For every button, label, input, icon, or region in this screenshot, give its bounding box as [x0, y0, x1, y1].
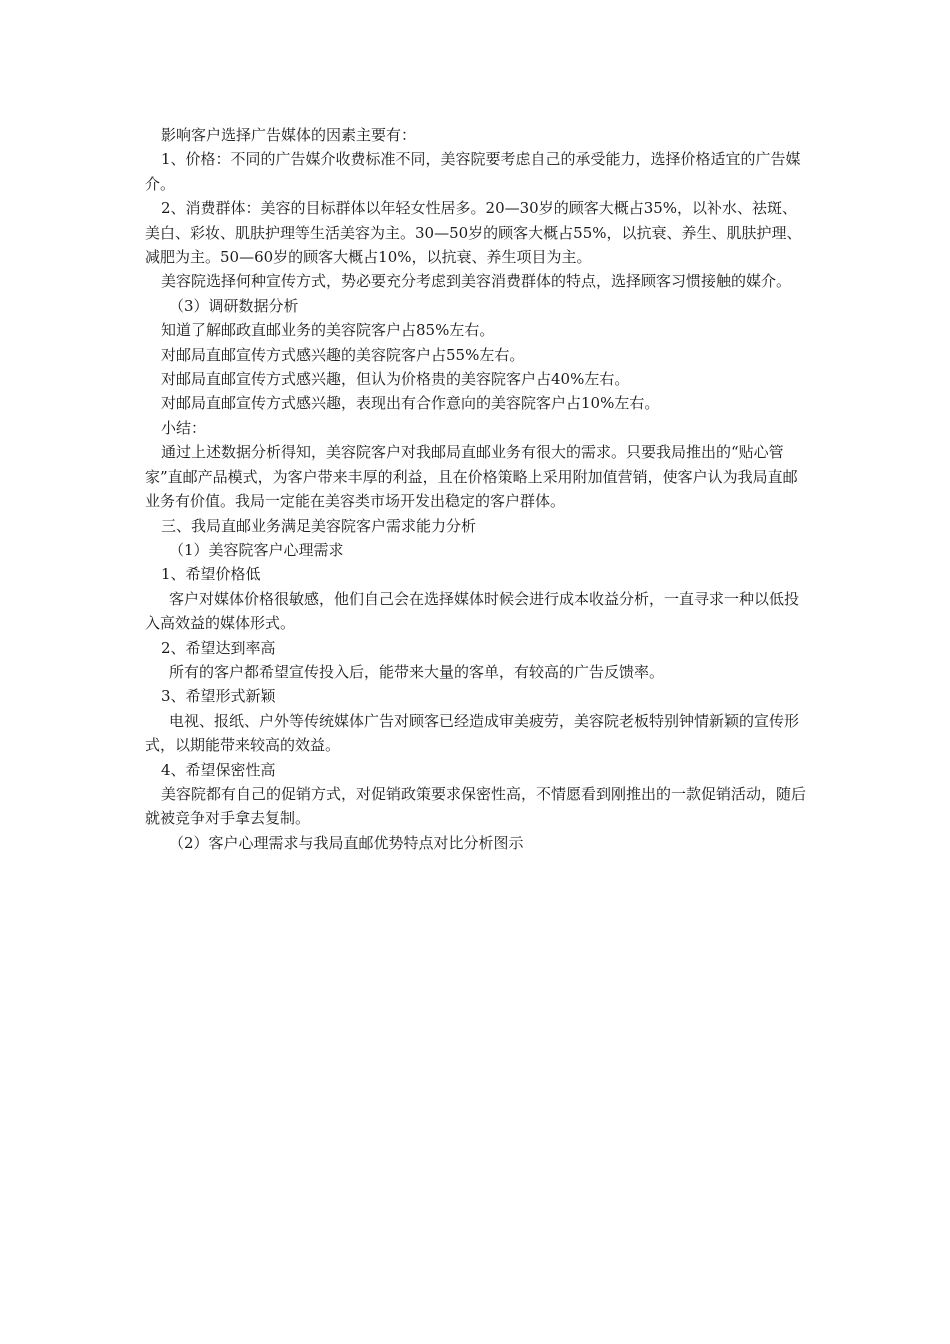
paragraph: 所有的客户都希望宣传投入后，能带来大量的客单，有较高的广告反馈率。: [169, 662, 665, 681]
section-heading: 三、我局直邮业务满足美容院客户需求能力分析: [161, 516, 477, 535]
paragraph: 2、消费群体：美容的目标群体以年轻女性居多。20—30岁的顾客大概占35%，以补水、祛斑、美白、彩妆、肌肤护理等生活美容为主。30—50岁的顾客大概占55%，以抗衰、养生、肌肤护理、减肥为主。50—60岁的顾客大概占10%，以抗衰、养生项目为主。: [145, 199, 802, 267]
list-item-heading: 4、希望保密性高: [161, 760, 276, 779]
list-item-heading: 1、希望价格低: [161, 565, 261, 584]
paragraph: 影响客户选择广告媒体的因素主要有：: [161, 126, 417, 144]
paragraph: 美容院都有自己的促销方式，对促销政策要求保密性高，不情愿看到刚推出的一款促销活动，随后就被竞争对手拿去复制。: [145, 784, 807, 828]
list-item-heading: 2、希望达到率高: [161, 638, 276, 657]
section-heading: （2）客户心理需求与我局直邮优势特点对比分析图示: [169, 833, 524, 852]
paragraph: 客户对媒体价格很敏感，他们自己会在选择媒体时候会进行成本收益分析，一直寻求一种以低投入高效益的媒体形式。: [145, 589, 800, 633]
section-heading: （1）美容院客户心理需求: [169, 540, 344, 559]
paragraph: 电视、报纸、户外等传统媒体广告对顾客已经造成审美疲劳，美容院老板特别钟情新颖的宣传形式，以期能带来较高的效益。: [145, 711, 800, 755]
paragraph: 知道了解邮政直邮业务的美容院客户占85%左右。: [161, 321, 495, 340]
paragraph: 通过上述数据分析得知，美容院客户对我邮局直邮业务有很大的需求。只要我局推出的“贴心管家”直邮产品模式，为客户带来丰厚的利益，且在价格策略上采用附加值营销，使客户认为我局直邮业务有价值。我局一定能在美容类市场开发出稳定的客户群体。: [145, 443, 798, 511]
section-heading: （3）调研数据分析: [169, 296, 299, 315]
summary-label: 小结：: [161, 418, 207, 437]
paragraph: 对邮局直邮宣传方式感兴趣的美容院客户占55%左右。: [161, 345, 525, 364]
paragraph: 对邮局直邮宣传方式感兴趣，表现出有合作意向的美容院客户占10%左右。: [161, 394, 660, 413]
paragraph: 美容院选择何种宣传方式，势必要充分考虑到美容消费群体的特点，选择顾客习惯接触的媒介。: [161, 272, 792, 291]
list-item-heading: 3、希望形式新颖: [161, 687, 276, 706]
paragraph: 1、价格：不同的广告媒介收费标准不同，美容院要考虑自己的承受能力，选择价格适宜的广告媒介。: [145, 150, 801, 193]
document-body: [145, 123, 810, 855]
paragraph: 对邮局直邮宣传方式感兴趣，但认为价格贵的美容院客户占40%左右。: [161, 370, 630, 389]
